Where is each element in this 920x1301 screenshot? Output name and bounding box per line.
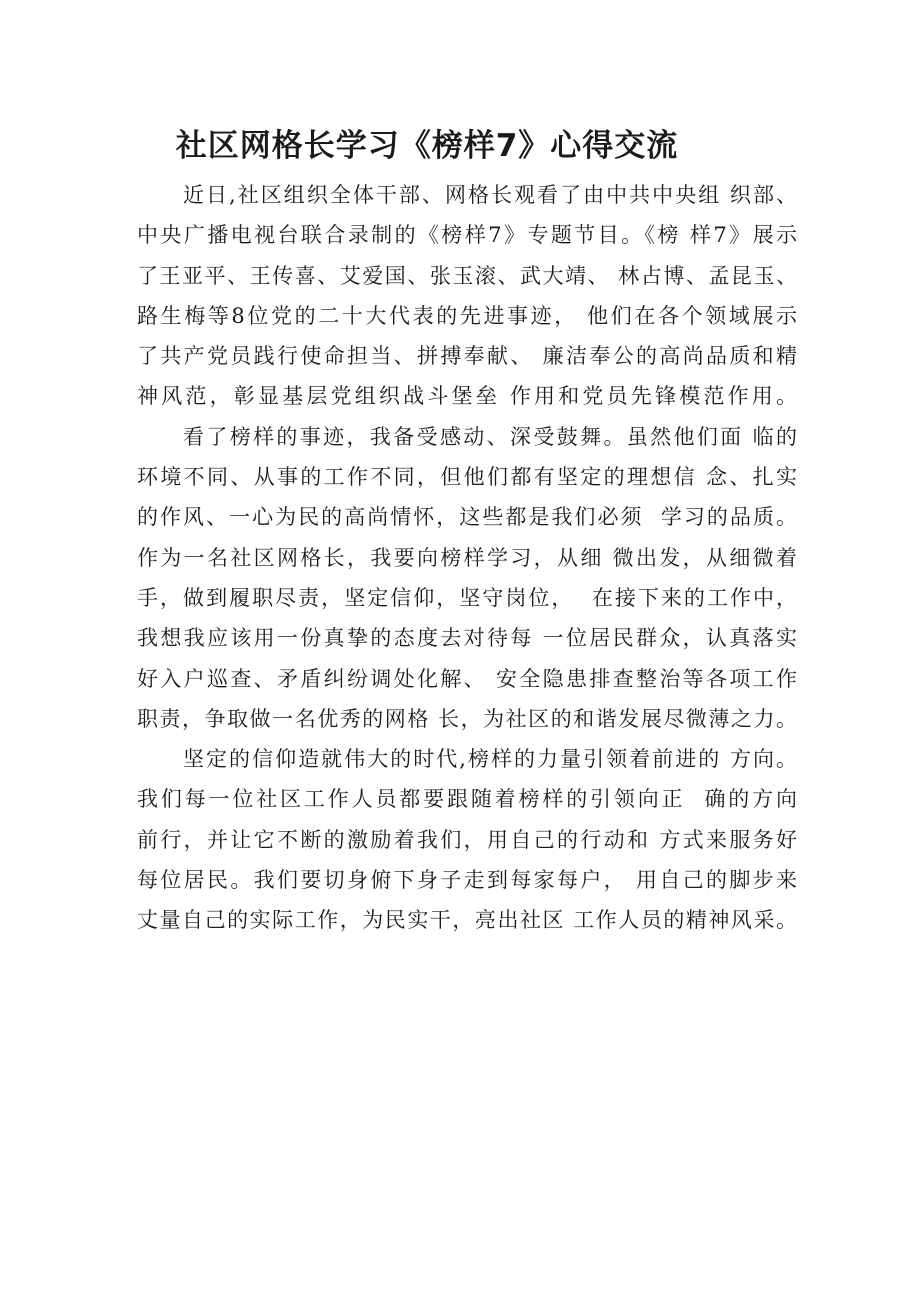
text-line: 的作风、一心为民的高尚情怀，这些都是我们必须 学习的品质。 [137, 505, 797, 530]
text-line: 近日,社区组织全体干部、网格长观看了由中共中央组 织部、 [183, 183, 797, 207]
text-line: 看了榜样的事迹，我备受感动、深受鼓舞。虽然他们面 临的 [183, 424, 797, 449]
text-line: 坚定的信仰造就伟大的时代,榜样的力量引领着前进的 方向。 [183, 747, 797, 772]
text-line: 好入户巡查、矛盾纠纷调处化解、 安全隐患排查整治等各项工作 [137, 666, 797, 691]
text-line: 每位居民。我们要切身俯下身子走到每家每户， 用自己的脚步来 [137, 868, 797, 893]
text-line: 手，做到履职尽责，坚定信仰，坚守岗位， 在接下来的工作中， [137, 585, 797, 610]
text-line: 职责，争取做一名优秀的网格 长，为社区的和谐发展尽微薄之力。 [137, 706, 797, 731]
text-line: 丈量自己的实际工作，为民实干，亮出社区 工作人员的精神风采。 [137, 908, 797, 933]
paragraph-2 [137, 417, 797, 739]
text-line: 路生梅等8位党的二十大代表的先进事迹， 他们在各个领域展示 [137, 303, 797, 328]
paragraph-1 [137, 175, 797, 417]
text-line: 了共产党员践行使命担当、拼搏奉献、 廉洁奉公的高尚品质和精 [137, 344, 797, 369]
text-line: 神风范，彰显基层党组织战斗堡垒 作用和党员先锋模范作用。 [137, 384, 797, 409]
document-body [137, 175, 797, 941]
text-line: 我们每一位社区工作人员都要跟随着榜样的引领向正 确的方向 [137, 787, 797, 812]
text-line: 作为一名社区网格长，我要向榜样学习，从细 微出发，从细微着 [137, 545, 797, 570]
text-line: 前行，并让它不断的激励着我们，用自己的行动和 方式来服务好 [137, 827, 797, 852]
text-line: 我想我应该用一份真挚的态度去对待每 一位居民群众，认真落实 [137, 626, 797, 651]
text-line: 环境不同、从事的工作不同，但他们都有坚定的理想信 念、扎实 [137, 465, 797, 490]
paragraph-3 [137, 739, 797, 940]
document-title: 社区网格长学习《榜样7》心得交流 [175, 128, 679, 164]
text-line: 了王亚平、王传喜、艾爱国、张玉滚、武大靖、 林占博、孟昆玉、 [137, 263, 797, 288]
text-line: 中央广播电视台联合录制的《榜样7》专题节目。《榜 样7》展示 [137, 223, 797, 248]
